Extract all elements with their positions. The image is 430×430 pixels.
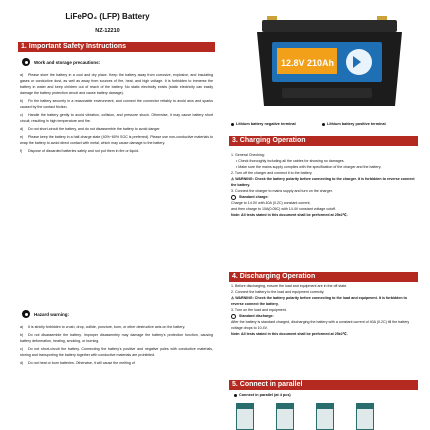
charging-note: Note: All tests stated in this document shall be performed at 25±2℃. bbox=[231, 213, 348, 217]
list-item: a) Please store the battery in a cool and dry place. Keep the battery away from corrosive, explosive, and insulating gases or conductive dust, as well as away from sources of fire, heat, and high voltage. It is forbidden to immerse the battery in water and keep children out of reach of the battery. No static electricity exists (static electricity can easily damage the battery protection circuit and cause battery damage). bbox=[20, 73, 213, 95]
list-item: c) Do not short-circuit the battery. Connecting the battery's positive and negative poles with conductive materials, storing and transporting the battery together with conductive materials are prohibited. bbox=[20, 347, 213, 357]
standard-discharge-line: After the battery is standard charged, discharging the battery with a constant current of 40A (0.2C) till the battery voltage drops to 10.4V. bbox=[231, 320, 410, 330]
discharging-warning: ⚠ WARNING: Check the battery polarity before connecting to the load and equipment. It is forbidden to reverse connect the battery. bbox=[231, 296, 407, 306]
list-item: b) Fix the battery securely in a reasonable environment, and connect the connector reliably to avoid arcs and sparks caused by the contact friction. bbox=[20, 99, 213, 109]
discharging-item-2: 2. Connect the battery to the load and equipment correctly. bbox=[231, 290, 325, 294]
bullet-icon bbox=[322, 123, 325, 126]
list-item: f) Dispose of discarded batteries safely and not put them in fire or liquid. bbox=[20, 149, 140, 153]
discharging-item-1: 1. Before discharging, ensure the load and equipment are in the off state. bbox=[231, 284, 348, 288]
bullet-icon bbox=[22, 310, 30, 318]
storage-precautions-heading bbox=[22, 58, 100, 66]
standard-charge-line: Charge to 14.0V with 40A (0.2C) constant current, bbox=[231, 201, 311, 205]
section-3-header: 3. Charging Operation bbox=[229, 136, 418, 146]
charging-warning: ⚠ WARNING: Check the battery polarity before connecting to the charger. It is forbidden to reverse connect the battery. bbox=[231, 177, 415, 187]
battery-image bbox=[227, 8, 427, 120]
storage-heading-text: Work and storage precautions: bbox=[34, 59, 101, 65]
model-number: NZ-12210 bbox=[95, 28, 120, 34]
battery-cell-icon bbox=[356, 403, 374, 430]
battery-cell-icon bbox=[276, 403, 294, 430]
list-item: d) Do not short-circuit the battery, and do not disassemble the battery to avoid danger. bbox=[20, 127, 161, 131]
charging-content bbox=[231, 152, 418, 218]
battery-cell-icon bbox=[316, 403, 334, 430]
list-item: a) It is strictly forbidden to crush, drop, collide, puncture, burn, or other destructive acts on the battery. bbox=[20, 325, 186, 329]
battery-voltage-label: 12.8V 210Ah bbox=[281, 58, 335, 68]
charging-item-3: 3. Connect the charger to mains supply and turn on the charger. bbox=[231, 189, 333, 193]
charging-item-1: 1. General Checking: bbox=[231, 153, 265, 157]
bullet-icon bbox=[231, 314, 236, 319]
section-1-header: 1. Important Safety Instructions bbox=[18, 42, 215, 52]
bullet-icon bbox=[231, 195, 236, 200]
hazard-list bbox=[20, 324, 213, 366]
bullet-icon bbox=[234, 394, 237, 397]
parallel-caption: Connect in parallel (at 4 pcs) bbox=[234, 393, 291, 397]
positive-terminal-caption: Lithium battery positive terminal bbox=[322, 122, 386, 126]
bullet-icon bbox=[22, 58, 30, 66]
section-5-header: 5. Connect in parallel bbox=[229, 380, 418, 390]
charging-bullet: • Make sure the mains supply complies with the specification of the charger and the battery. bbox=[236, 165, 382, 169]
hazard-warning-heading bbox=[22, 310, 69, 318]
standard-charge-line: and then charge to 10A(0.05C) with 14.4V constant voltage cutoff. bbox=[231, 207, 337, 211]
standard-charge-heading: Standard charge: bbox=[231, 194, 418, 200]
hazard-heading-text: Hazard warning: bbox=[34, 311, 70, 317]
section-4-header: 4. Discharging Operation bbox=[229, 272, 418, 282]
list-item: e) Please keep the battery in a half-charge state (40%~60% SOC is preferred). Please use non-conductive materials to wrap the battery to avoid direct contact with metal, which may cause damage to the battery. bbox=[20, 135, 213, 145]
list-item: d) Do not heat or burn batteries. Otherwise, it will cause the melting of bbox=[20, 361, 135, 365]
standard-discharge-heading: Standard discharge: bbox=[231, 313, 418, 319]
negative-terminal-caption: Lithium battery negative terminal bbox=[231, 122, 296, 126]
charging-item-2: 2. Turn off the charger and connect it to the battery. bbox=[231, 171, 313, 175]
bullet-icon bbox=[231, 123, 234, 126]
list-item: b) Do not disassemble the battery. Improper disassembly may damage the battery's protection function, causing battery deformation, heating, smoking, or burning. bbox=[20, 333, 213, 343]
storage-list bbox=[20, 72, 213, 154]
parallel-diagram bbox=[236, 403, 396, 430]
battery-cell-icon bbox=[236, 403, 254, 430]
discharging-item-3: 3. Turn on the load and equipment. bbox=[231, 308, 287, 312]
discharging-note: Note: All tests stated in this document shall be performed at 25±2℃. bbox=[231, 332, 348, 336]
charging-bullet: • Check thoroughly including all the cables for showing no damages. bbox=[236, 159, 345, 163]
document-title: LiFePO₄ (LFP) Battery bbox=[65, 12, 150, 21]
list-item: c) Handle the battery gently to avoid vibration, collision, and pressure shock. Otherwise, it may cause battery short circuit, resulting in high temperature and fire. bbox=[20, 113, 213, 123]
discharging-content bbox=[231, 283, 418, 337]
